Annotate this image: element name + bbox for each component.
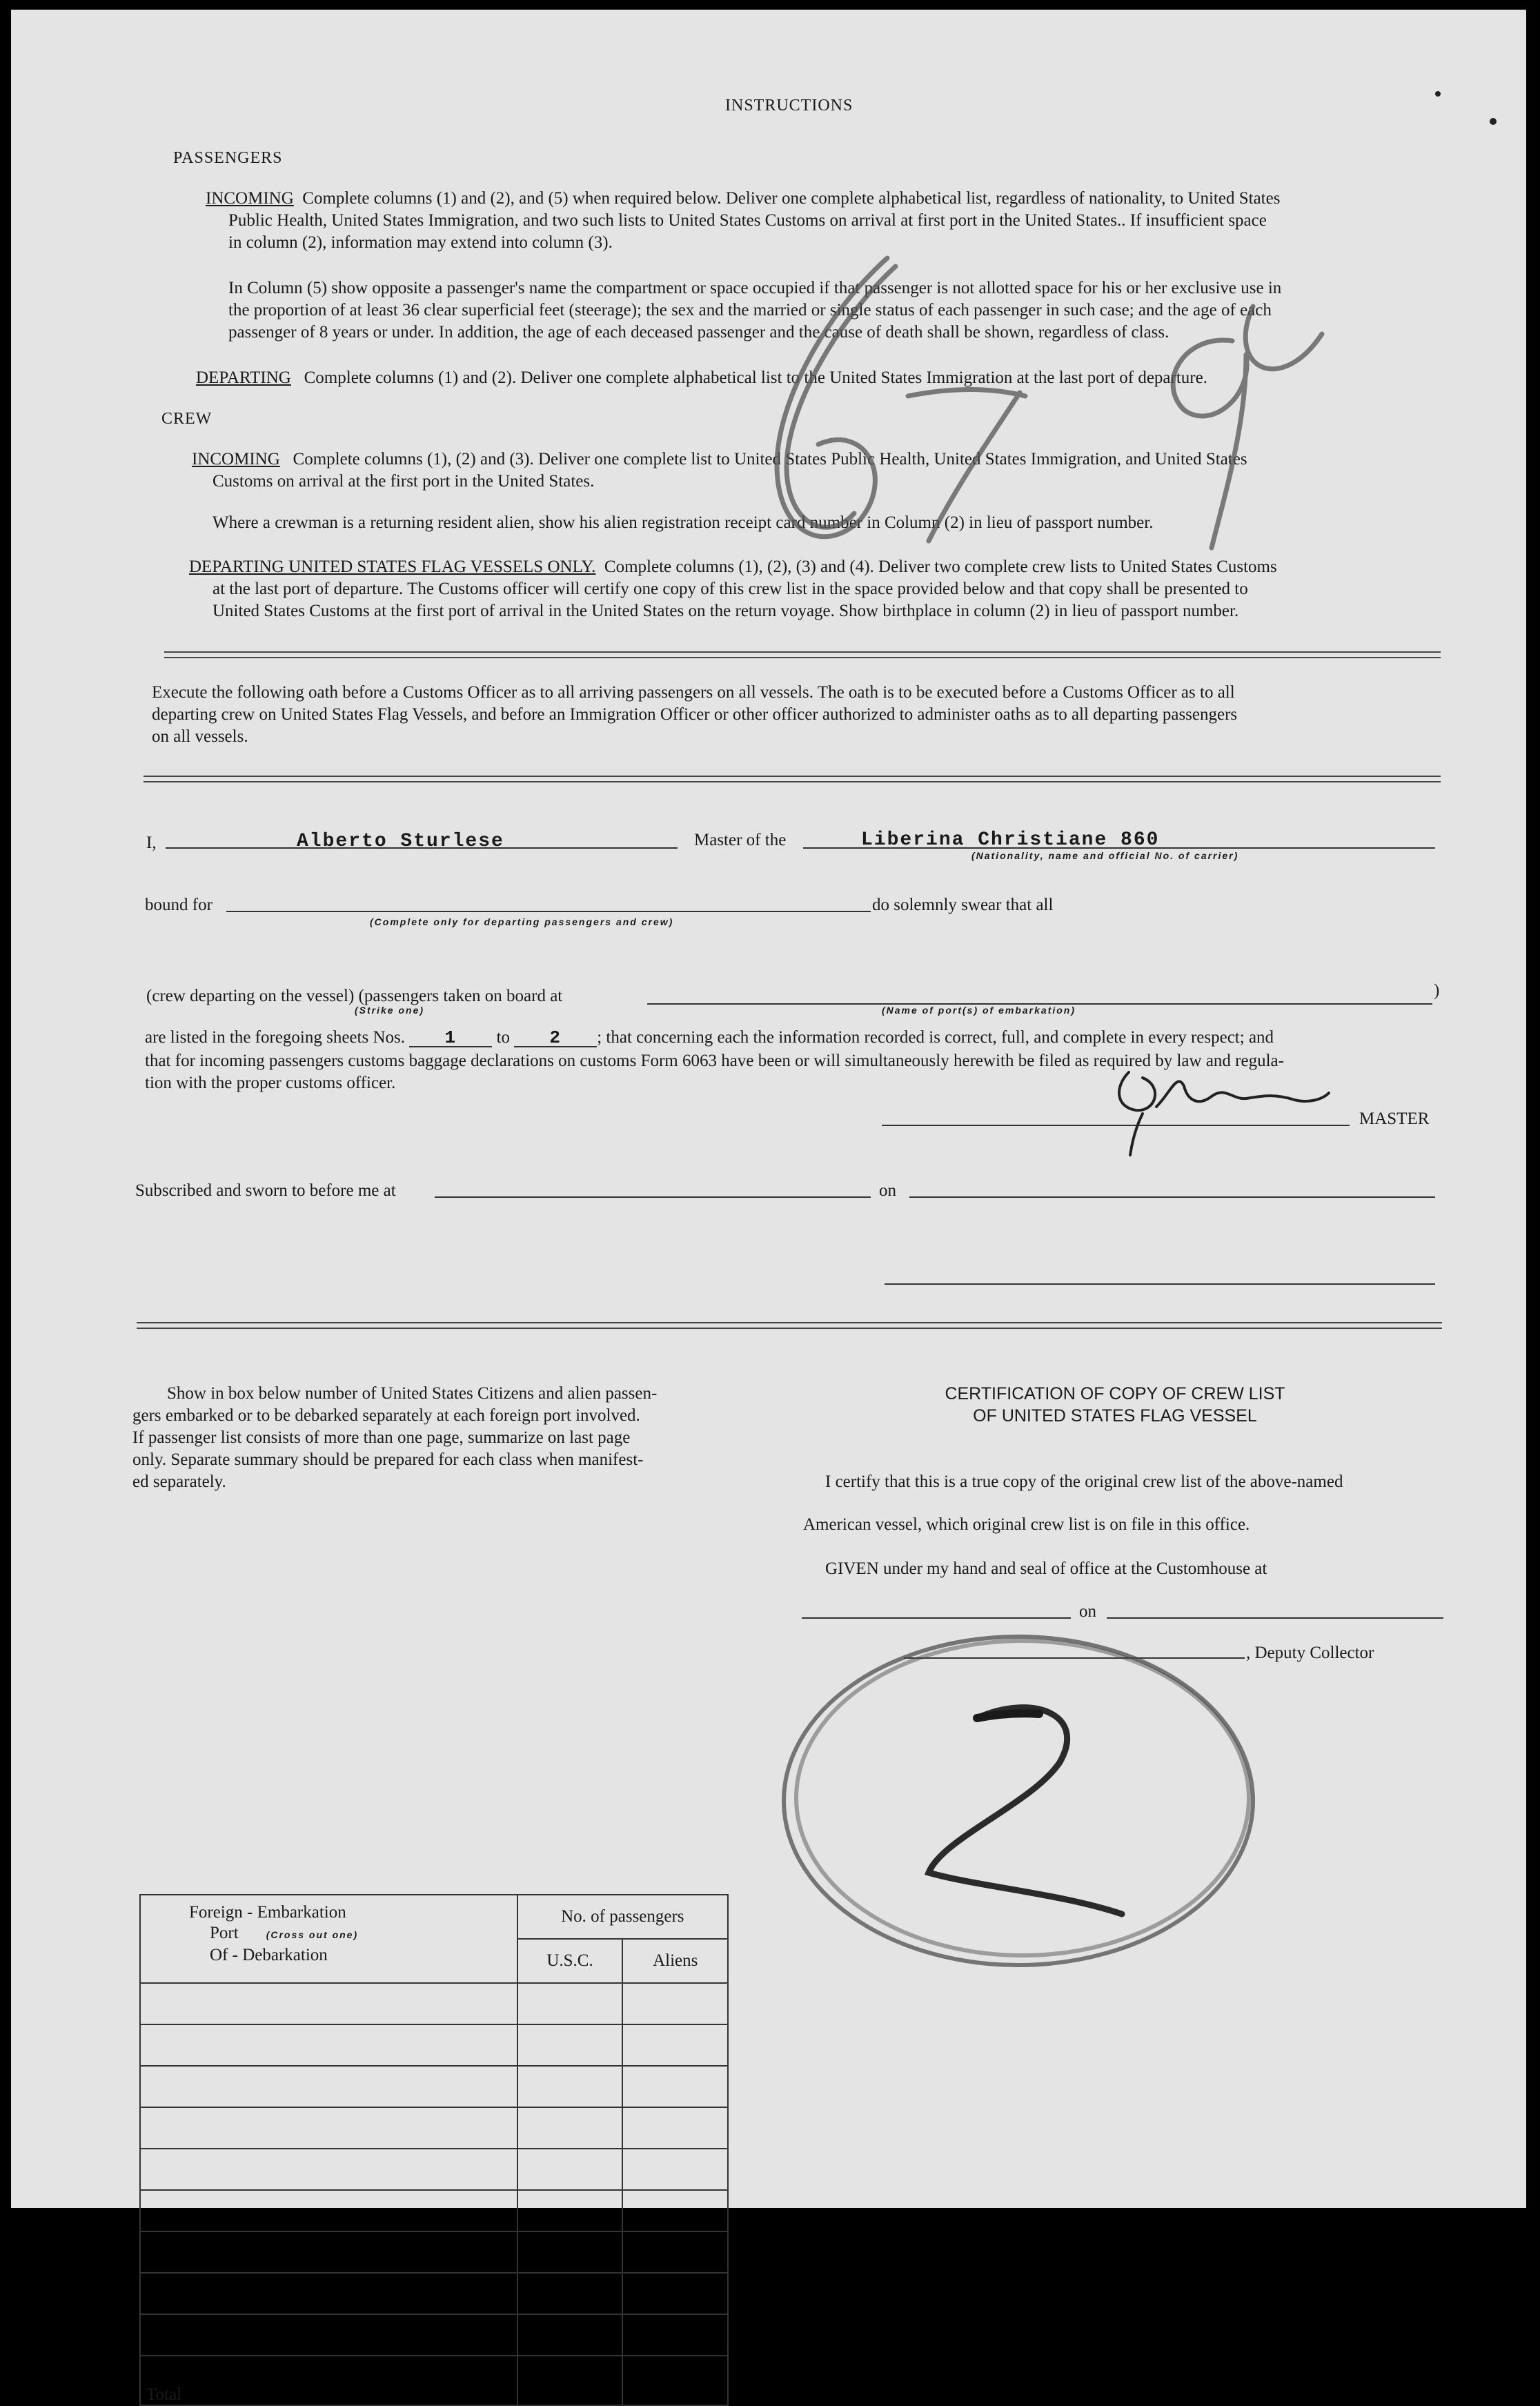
handwritten-7	[908, 390, 1025, 541]
summary-line5: ed separately.	[132, 1472, 226, 1491]
summary-line1: Show in box below number of United States Citizens and alien passen-	[167, 1384, 658, 1403]
sheet-from-field[interactable]: 1	[409, 1029, 492, 1047]
table-row	[140, 2314, 728, 2356]
passengers-col5-line3: passenger of 8 years or under. In addition, the age of each deceased passenger and the cause of death shall be shown, regardless of class.	[228, 323, 1169, 342]
crew-departing-line1: DEPARTING UNITED STATES FLAG VESSELS ONLY. Complete columns (1), (2), (3) and (4). Deliver two complete crew lists to United States Customs	[189, 558, 1277, 576]
bound-for-label: bound for	[145, 896, 213, 914]
handwritten-6	[777, 258, 896, 537]
passengers-col5-line1: In Column (5) show opposite a passenger's name the compartment or space occupied if that passenger is not allotted space for his or her exclusive use in	[228, 279, 1282, 297]
oath-instruction-line3: on all vessels.	[152, 727, 248, 746]
passengers-incoming-line2: Public Health, United States Immigration, and two such lists to United States Customs on arrival at first port in the United States.. If insufficient space	[228, 211, 1267, 230]
oath-instruction-line2: departing crew on United States Flag Vessels, and before an Immigration Officer or other officer authorized to administer oaths as to all departing passengers	[152, 705, 1238, 724]
total-label: Total	[140, 2356, 517, 2405]
passengers-col5-line2: the proportion of at least 36 clear superficial feet (steerage); the sex and the married or single status of each passenger in such case; and the age of each	[228, 301, 1272, 319]
close-paren: )	[1434, 981, 1440, 1000]
sworn-on-label: on	[879, 1181, 896, 1200]
usc-header: U.S.C.	[517, 1939, 623, 1983]
crew-incoming-label: INCOMING	[192, 450, 280, 469]
total-row	[140, 2356, 728, 2405]
crew-returning-alien: Where a crewman is a returning resident alien, show his alien registration receipt card number in Column (2) in lieu of passport number.	[213, 513, 1154, 532]
handwritten-9	[1173, 306, 1322, 548]
aliens-header: Aliens	[622, 1939, 728, 1983]
passengers-incoming-line3: in column (2), information may extend into column (3).	[228, 233, 613, 252]
summary-line4: only. Separate summary should be prepared for each class when manifest-	[132, 1450, 644, 1469]
master-signature	[1119, 1072, 1329, 1155]
certification-on-label: on	[1079, 1602, 1096, 1621]
handwriting-overlay	[11, 10, 1526, 2208]
port-header: Port	[210, 1924, 239, 1942]
passengers-heading: PASSENGERS	[173, 149, 283, 167]
port-caption: (Name of port(s) of embarkation)	[882, 1005, 1076, 1016]
deputy-collector-label: , Deputy Collector	[1246, 1644, 1374, 1662]
strike-one-caption: (Strike one)	[355, 1005, 425, 1016]
master-name-field[interactable]: Alberto Sturlese	[297, 831, 504, 852]
vessel-field[interactable]: Liberina Christiane 860	[861, 829, 1160, 851]
table-row	[140, 2273, 728, 2314]
passengers-incoming-line1: INCOMING Complete columns (1) and (2), and (5) when required below. Deliver one complete alphabetical list, regardless of nationality, to United States	[206, 189, 1281, 208]
certification-line2: American vessel, which original crew list is on file in this office.	[803, 1515, 1250, 1534]
cross-out-caption: (Cross out one)	[266, 1929, 359, 1940]
passengers-departing: DEPARTING Complete columns (1) and (2). Deliver one complete alphabetical list to the United States Immigration at the last port of departure.	[196, 368, 1207, 387]
certification-title-line2: OF UNITED STATES FLAG VESSEL	[973, 1406, 1257, 1426]
swear-label: do solemnly swear that all	[872, 896, 1054, 914]
master-of-label: Master of the	[694, 831, 787, 849]
passengers-incoming-label: INCOMING	[206, 189, 294, 208]
sheets-statement: are listed in the foregoing sheets Nos. 1 to 2 ; that concerning each the information recorded is correct, full, and complete in every respect; and	[145, 1027, 1274, 1048]
no-passengers-header: No. of passengers	[517, 1895, 728, 1939]
vessel-caption: (Nationality, name and official No. of carrier)	[971, 850, 1239, 861]
oath-i-label: I,	[146, 834, 157, 852]
summary-line3: If passenger list consists of more than one page, summarize on last page	[132, 1428, 631, 1447]
crew-departing-statement: (crew departing on the vessel) (passengers taken on board at	[146, 987, 563, 1005]
crew-heading: CREW	[161, 410, 213, 428]
certification-line3: GIVEN under my hand and seal of office at the Customhouse at	[825, 1559, 1267, 1578]
page-title: INSTRUCTIONS	[725, 97, 853, 115]
passengers-departing-label: DEPARTING	[196, 368, 291, 387]
sheets-statement-line2: that for incoming passengers customs baggage declarations on customs Form 6063 have been or will simultaneously herewith be filed as required by law and regula-	[145, 1052, 1284, 1070]
table-row	[140, 2231, 728, 2273]
document-page	[11, 10, 1526, 2404]
crew-departing-line2: at the last port of departure. The Customs officer will certify one copy of this crew list in the space provided below and that copy shall be presented to	[213, 580, 1248, 598]
oath-instruction-line1: Execute the following oath before a Customs Officer as to all arriving passengers on all vessels. The oath is to be executed before a Customs Officer as to all	[152, 683, 1235, 702]
crew-departing-label: DEPARTING UNITED STATES FLAG VESSELS ONLY.	[189, 558, 596, 576]
circled-2-mark	[784, 1637, 1253, 1965]
subscribed-label: Subscribed and sworn to before me at	[135, 1181, 396, 1200]
crew-incoming-line1: INCOMING Complete columns (1), (2) and (3). Deliver one complete list to United States Public Health, United States Immigration, and United States	[192, 450, 1247, 469]
master-label: MASTER	[1359, 1110, 1430, 1128]
certification-line1: I certify that this is a true copy of the original crew list of the above-named	[825, 1472, 1343, 1491]
foreign-embarkation-header: Foreign - Embarkation	[189, 1903, 346, 1922]
sheet-to-field[interactable]: 2	[514, 1029, 597, 1047]
summary-line2: gers embarked or to be debarked separately at each foreign port involved.	[132, 1406, 640, 1425]
crew-incoming-line2: Customs on arrival at the first port in the United States.	[213, 472, 595, 491]
bound-for-caption: (Complete only for departing passengers and crew)	[370, 916, 674, 927]
sheets-statement-line3: tion with the proper customs officer.	[145, 1074, 396, 1092]
scan-speck	[1490, 118, 1497, 125]
certification-title-line1: CERTIFICATION OF COPY OF CREW LIST	[945, 1384, 1285, 1403]
scan-speck	[1435, 91, 1441, 97]
crew-departing-line3: United States Customs at the first port of arrival in the United States on the return voyage. Show birthplace in column (2) in lieu of passport number.	[213, 602, 1239, 620]
of-debarkation-header: Of - Debarkation	[210, 1946, 328, 1964]
